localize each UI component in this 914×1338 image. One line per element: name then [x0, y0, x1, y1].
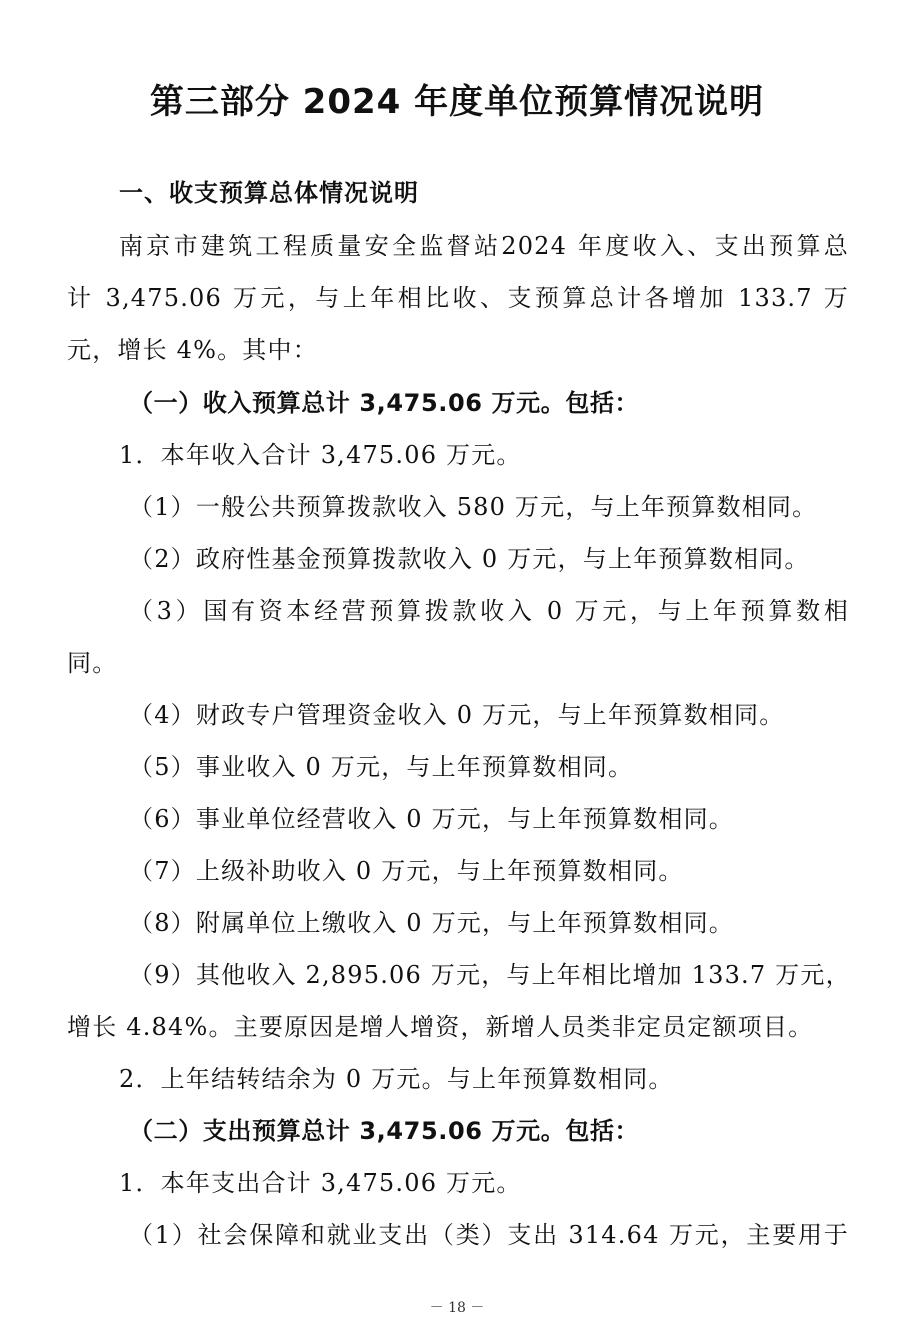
- income-item: （9）其他收入 2,895.06 万元，与上年相比增加 133.7 万元，: [129, 961, 851, 989]
- income-item: （8）附属单位上缴收入 0 万元，与上年预算数相同。: [129, 909, 734, 937]
- income-item: （6）事业单位经营收入 0 万元，与上年预算数相同。: [129, 805, 734, 833]
- paragraph-line: 南京市建筑工程质量安全监督站2024 年度收入、支出预算总: [119, 232, 849, 260]
- subheading-income: （一）收入预算总计 3,475.06 万元。包括：: [129, 389, 640, 417]
- income-item-continuation: 同。: [67, 649, 118, 677]
- income-item-continuation: 增长 4.84%。主要原因是增人增资，新增人员类非定员定额项目。: [67, 1013, 814, 1041]
- income-total-line: 1．本年收入合计 3,475.06 万元。: [119, 441, 522, 469]
- paragraph-line: 元，增长 4%。其中：: [67, 336, 318, 364]
- income-item: （3）国有资本经营预算拨款收入 0 万元，与上年预算数相: [129, 597, 849, 625]
- income-item: （4）财政专户管理资金收入 0 万元，与上年预算数相同。: [129, 701, 785, 729]
- section-heading-overview: 一、收支预算总体情况说明: [119, 179, 419, 207]
- income-item: （5）事业收入 0 万元，与上年预算数相同。: [129, 753, 634, 781]
- income-item: （1）一般公共预算拨款收入 580 万元，与上年预算数相同。: [129, 493, 818, 521]
- carryover-line: 2．上年结转结余为 0 万元。与上年预算数相同。: [119, 1065, 674, 1093]
- page-title: 第三部分 2024 年度单位预算情况说明: [149, 82, 765, 122]
- page-number: － 18 －: [429, 1300, 485, 1316]
- expense-item: （1）社会保障和就业支出（类）支出 314.64 万元，主要用于: [129, 1221, 849, 1249]
- income-item: （2）政府性基金预算拨款收入 0 万元，与上年预算数相同。: [129, 545, 810, 573]
- income-item: （7）上级补助收入 0 万元，与上年预算数相同。: [129, 857, 684, 885]
- expense-total-line: 1．本年支出合计 3,475.06 万元。: [119, 1169, 522, 1197]
- subheading-expense: （二）支出预算总计 3,475.06 万元。包括：: [129, 1117, 640, 1145]
- paragraph-line: 计 3,475.06 万元，与上年相比收、支预算总计各增加 133.7 万: [67, 284, 849, 312]
